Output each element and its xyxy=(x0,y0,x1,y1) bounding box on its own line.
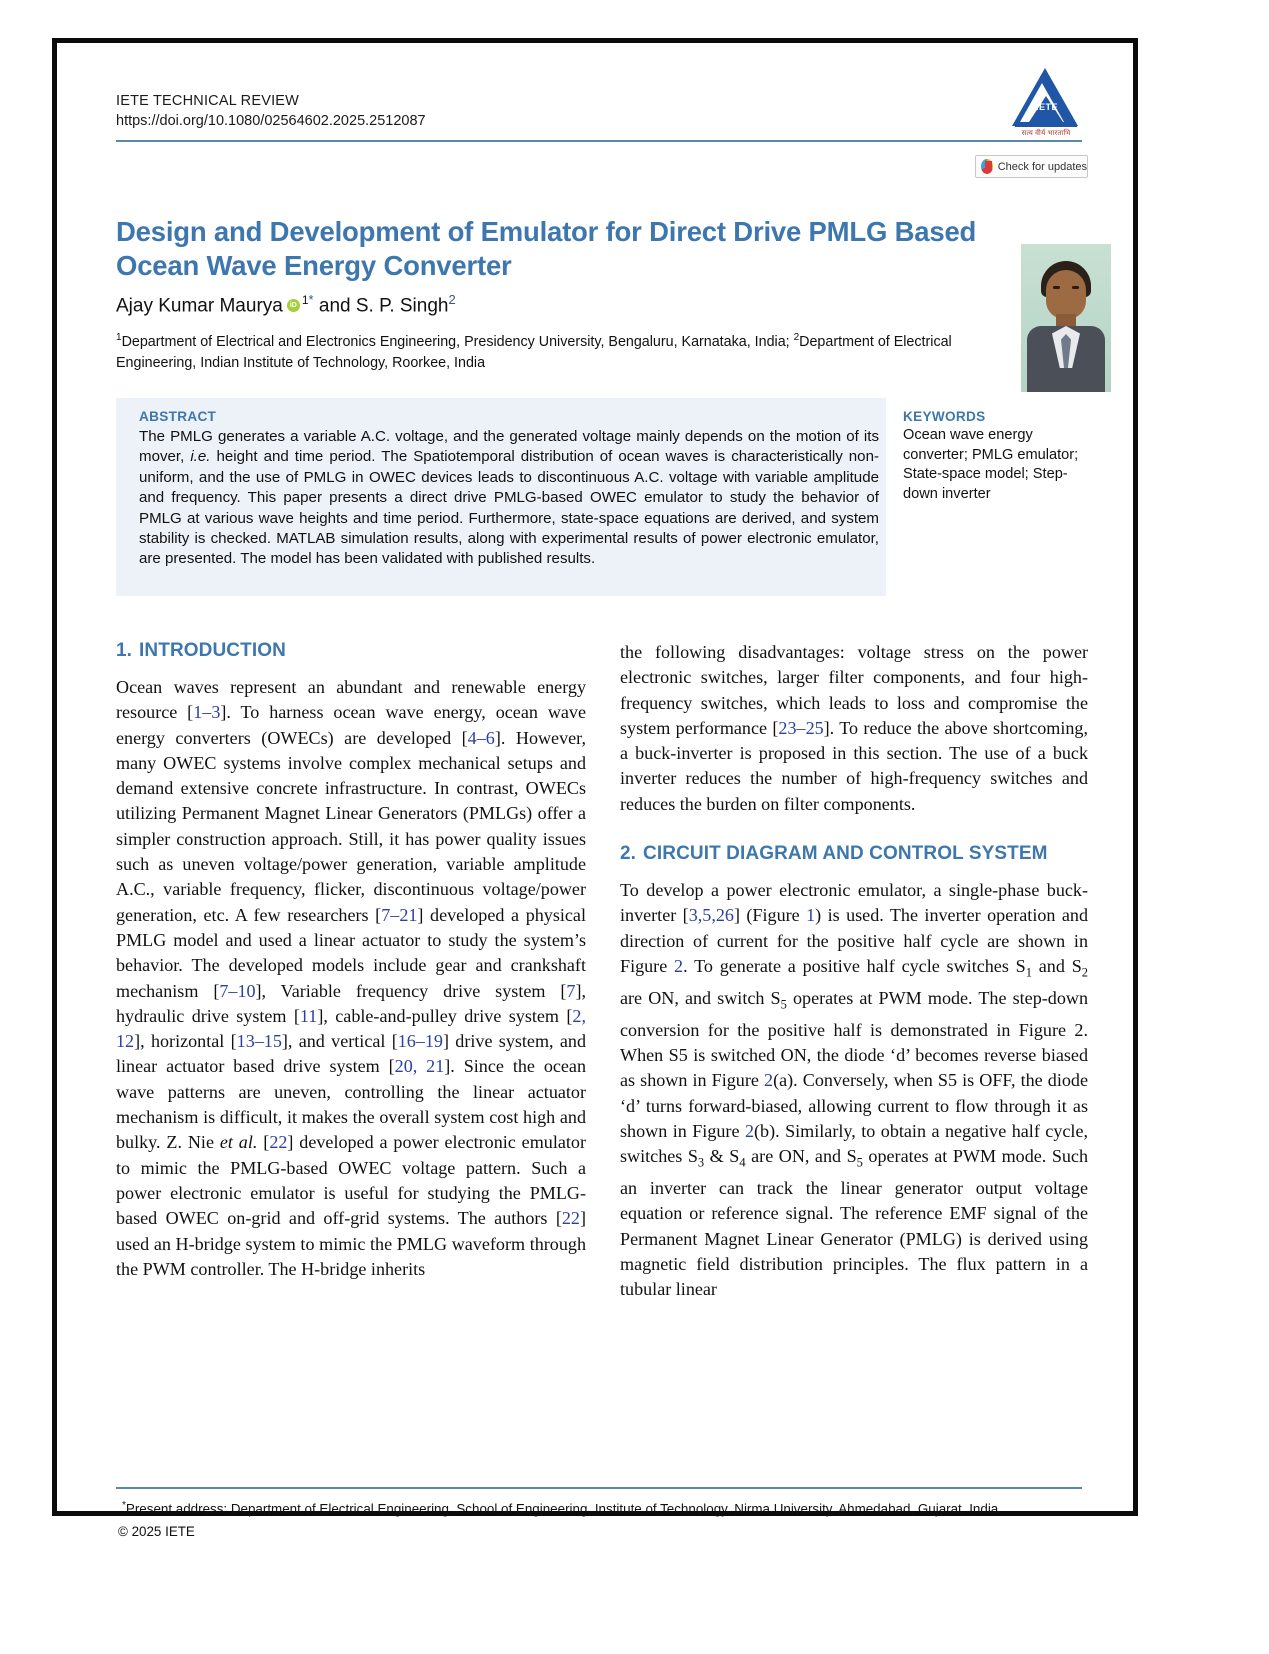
section-1-title: INTRODUCTION xyxy=(139,640,286,661)
citation-link[interactable]: 16–19 xyxy=(397,1031,443,1052)
author-photo xyxy=(1021,244,1111,392)
page-title: Design and Development of Emulator for Direct Drive PMLG Based Ocean Wave Energy Converter xyxy=(116,216,977,282)
abstract-label: ABSTRACT xyxy=(139,409,217,424)
figure-link[interactable]: 1 xyxy=(806,905,816,926)
body-column-right xyxy=(620,640,1088,1303)
text-run: are ON, and S xyxy=(745,1146,857,1167)
text-run: ) is used. The inverter operation and direction of current for the positive half cycle are shown in Figure xyxy=(620,905,1088,976)
logo-baseline xyxy=(1015,124,1077,127)
citation-link[interactable]: 23–25 xyxy=(778,717,824,738)
logo-wordmark: IETE xyxy=(1035,102,1058,112)
subscript: 1 xyxy=(1025,965,1032,980)
text-run: To develop a power electronic emulator, a single-phase buck-inverter [ xyxy=(620,880,1088,926)
author-2-affil-sup: 2 xyxy=(448,292,456,307)
present-address-note xyxy=(122,1496,1082,1518)
text-run: ]. To harness ocean wave energy, ocean wave energy converters (OWECs) are developed [ xyxy=(116,702,586,748)
section-2-number: 2. xyxy=(620,843,637,865)
text-run: are ON, and switch S xyxy=(620,987,781,1008)
header-divider xyxy=(116,140,1082,142)
photo-eye-right xyxy=(1072,286,1079,289)
paragraph-circuit xyxy=(620,878,1088,1303)
crossmark-label: Check for updates xyxy=(997,160,1087,173)
footnote-text: Present address: Department of Electrical Engineering, School of Engineering, Institute of Technology, Nirma University, Ahmedabad, Gujarat, India xyxy=(125,1501,999,1517)
body-column-left xyxy=(116,640,586,1282)
text-run: ]. Since the ocean wave patterns are uneven, controlling the linear actuator mechanism is difficult, it makes the overall system cost high and bulky. Z. Nie xyxy=(116,1056,587,1153)
photo-face xyxy=(1046,270,1086,319)
text-italic: et al. xyxy=(219,1132,258,1153)
citation-link[interactable]: 22 xyxy=(561,1208,580,1229)
text-run: ] used an H-bridge system to mimic the PMLG waveform through the PWM controller. The H-bridge inherits xyxy=(116,1208,586,1279)
text-run: ] developed a power electronic emulator to mimic the PMLG-based OWEC voltage pattern. Such a power electronic emulator is useful for studying the PMLG-based OWEC on-grid and off-grid systems. The authors [ xyxy=(116,1132,586,1229)
text-run: ] developed a physical PMLG model and used a linear actuator to study the system’s behavior. The developed models include gear and crankshaft mechanism [ xyxy=(116,904,586,1001)
journal-doi[interactable]: https://doi.org/10.1080/02564602.2025.2512087 xyxy=(116,113,426,129)
author-name-2: S. P. Singh xyxy=(355,295,449,317)
citation-link[interactable]: 20, 21 xyxy=(394,1056,445,1077)
section-heading-2 xyxy=(620,843,1088,865)
section-2-title: CIRCUIT DIAGRAM AND CONTROL SYSTEM xyxy=(643,843,1048,865)
section-heading-1 xyxy=(116,640,586,662)
text-run: & S xyxy=(704,1146,740,1167)
citation-link[interactable]: 3,5,26 xyxy=(688,905,734,926)
keywords-label: KEYWORDS xyxy=(903,409,986,424)
crossmark-icon xyxy=(981,159,993,174)
figure-link[interactable]: 2 xyxy=(674,955,684,976)
text-run: operates at PWM mode. The step-down conversion for the positive half is demonstrated in Figure 2. When S5 is switched ON, the diode ‘d’ becomes reverse biased as shown in Figure xyxy=(620,987,1088,1091)
abstract-content xyxy=(139,409,879,570)
subscript: 3 xyxy=(697,1155,705,1170)
text-run: ]. To reduce the above shortcoming, a buck-inverter is proposed in this section. The use of a buck inverter reduces the number of high-frequency switches and reduces the burden on filter components. xyxy=(620,717,1088,814)
check-for-updates-badge[interactable] xyxy=(975,155,1088,178)
affil-2-text: Department of Electrical Engineering, Indian Institute of Technology, Roorkee, India xyxy=(116,333,952,371)
text-run: Ocean waves represent an abundant and renewable energy resource [ xyxy=(116,677,586,723)
author-conjunction: and xyxy=(313,295,356,317)
text-run: (b). Similarly, to obtain a negative half cycle, switches S xyxy=(620,1120,1088,1167)
affil-1-sup: 1 xyxy=(116,332,122,343)
orcid-icon[interactable] xyxy=(287,299,300,312)
author-1-affil-sup: 1 xyxy=(301,293,309,307)
citation-link[interactable]: 7–21 xyxy=(381,904,418,925)
abstract-italic: i.e. xyxy=(190,448,211,466)
footer-divider xyxy=(116,1487,1082,1489)
text-run: ], Variable frequency drive system [ xyxy=(255,980,567,1001)
text-run: ], hydraulic drive system [ xyxy=(116,980,586,1026)
subscript: 4 xyxy=(739,1155,746,1170)
text-run: . To generate a positive half cycle switches S xyxy=(683,955,1026,976)
affil-1-text: Department of Electrical and Electronics Engineering, Presidency University, Bengaluru, Karnataka, India; xyxy=(121,333,794,350)
citation-link[interactable]: 13–15 xyxy=(236,1031,282,1052)
abstract-part-1: The PMLG generates a variable A.C. voltage, and the generated voltage mainly depends on the motion of its mover, xyxy=(139,428,879,466)
keywords-text: Ocean wave energy converter; PMLG emulator; State-space model; Step-down inverter xyxy=(903,427,1079,502)
affiliations xyxy=(116,327,1016,374)
copyright-line: © 2025 IETE xyxy=(118,1524,195,1539)
text-run: and S xyxy=(1031,955,1082,976)
journal-name: IETE TECHNICAL REVIEW xyxy=(116,93,300,109)
subscript: 2 xyxy=(1081,965,1089,980)
text-run: (a). Conversely, when S5 is OFF, the diode ‘d’ turns forward-biased, allowing current to flow through it as shown in Figure xyxy=(620,1070,1089,1141)
section-1-number: 1. xyxy=(116,640,133,661)
citation-link[interactable]: 1–3 xyxy=(193,702,221,723)
subscript: 5 xyxy=(780,997,787,1012)
text-run: [ xyxy=(257,1132,270,1153)
journal-header xyxy=(116,92,716,131)
citation-link[interactable]: 7–10 xyxy=(219,980,256,1001)
text-run: ]. However, many OWEC systems involve complex mechanical setups and demand extensive concrete infrastructure. In contrast, OWECs utilizing Permanent Magnet Linear Generators (PMLGs) offer a simpler construction approach. Still, it has power quality issues such as uneven voltage/power generation, variable amplitude A.C., variable frequency, flicker, discontinuous voltage/power generation, etc. A few researchers [ xyxy=(116,727,586,925)
text-run: operates at PWM mode. Such an inverter can track the linear generator output voltage equation or reference signal. The reference EMF signal of the Permanent Magnet Linear Generator (PMLG) is derived using magnetic field distribution principles. The flux pattern in a tubular linear xyxy=(620,1146,1089,1300)
author-1-star: * xyxy=(308,292,314,307)
citation-link[interactable]: 7 xyxy=(566,980,576,1001)
abstract-text xyxy=(139,427,879,570)
text-run: the following disadvantages: voltage stress on the power electronic switches, larger filter components, and four high-frequency switches, which leads to loss and compromise the system performance [ xyxy=(620,642,1088,738)
iete-logo xyxy=(1009,66,1083,144)
figure-link[interactable]: 2 xyxy=(744,1120,754,1141)
paragraph-intro xyxy=(116,675,586,1282)
text-run: ], and vertical [ xyxy=(281,1031,398,1052)
citation-link[interactable]: 2, 12 xyxy=(116,1005,586,1052)
author-name-1: Ajay Kumar Maurya xyxy=(116,295,283,317)
citation-link[interactable]: 22 xyxy=(269,1132,288,1153)
subscript: 5 xyxy=(856,1155,863,1170)
citation-link[interactable]: 4–6 xyxy=(467,727,495,748)
keywords-panel xyxy=(903,409,1088,504)
figure-link[interactable]: 2 xyxy=(764,1070,774,1091)
logo-tagline: सत्य वीर्य भारताभि xyxy=(1021,130,1071,137)
author-line xyxy=(116,288,876,318)
text-run: ], cable-and-pulley drive system [ xyxy=(317,1005,573,1026)
text-run: ] drive system, and linear actuator based drive system [ xyxy=(116,1031,586,1077)
paragraph-disadvantages xyxy=(620,640,1088,817)
citation-link[interactable]: 11 xyxy=(299,1005,318,1026)
photo-eye-left xyxy=(1053,286,1060,289)
text-run: ] (Figure xyxy=(733,905,807,926)
footnote-marker: * xyxy=(122,1500,126,1511)
text-run: ], horizontal [ xyxy=(134,1031,237,1052)
affil-2-sup: 2 xyxy=(793,332,800,343)
abstract-part-2: height and time period. The Spatiotemporal distribution of ocean waves is characteristically non-uniform, and the use of PMLG in OWEC devices leads to discontinuous A.C. voltage with variable amplitude and frequency. This paper presents a direct drive PMLG-based OWEC emulator to study the behavior of PMLG at various wave heights and time period. Furthermore, state-space equations are derived, and system stability is checked. MATLAB simulation results, along with experimental results of power electronic emulator, are presented. The model has been validated with published results. xyxy=(139,448,879,568)
